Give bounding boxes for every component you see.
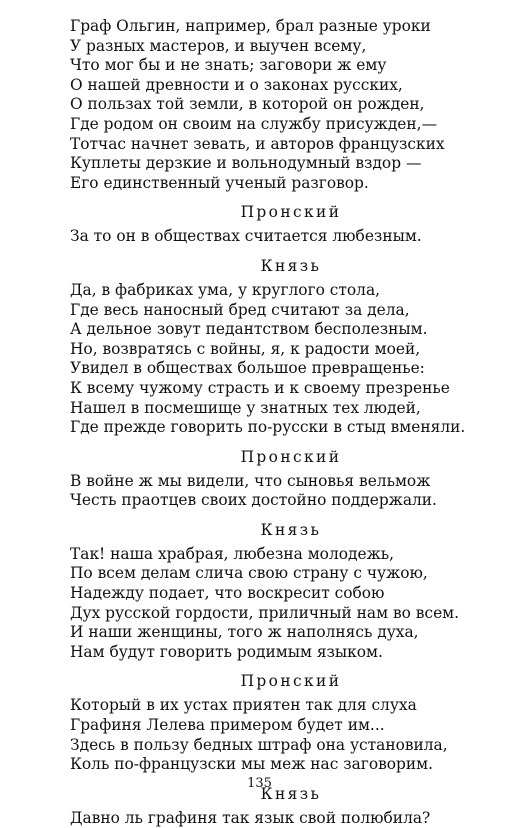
- speaker-name: Пронский: [240, 447, 342, 466]
- page-number: 135: [247, 776, 272, 791]
- verse-line: О пользах той земли, в которой он рожден,: [70, 95, 425, 114]
- verse-line: Тотчас начнет зевать, и авторов французских: [70, 134, 445, 153]
- verse-line: По всем делам слича свою страну с чужою,: [70, 564, 428, 583]
- verse-line: Нам будут говорить родимым языком.: [70, 642, 383, 661]
- verse-line: Честь праотцев своих достойно поддержали.: [70, 491, 437, 510]
- verse-line: К всему чужому страсть и к своему презренье: [70, 378, 450, 397]
- verse-stanza: [70, 671, 500, 774]
- verse-line: Надежду подает, что воскресит собою: [70, 584, 385, 603]
- verse-line: За то он в обществах считается любезным.: [70, 227, 422, 246]
- verse-line: Граф Ольгин, например, брал разные уроки: [70, 17, 431, 35]
- verse-line: Нашел в посмешище у знатных тех людей,: [70, 398, 421, 417]
- verse-line: Да, в фабриках ума, у круглого стола,: [70, 280, 381, 299]
- verse-line: Что мог бы и не знать; заговори ж ему: [70, 56, 387, 75]
- verse-line: О нашей древности и о законах русских,: [70, 75, 403, 94]
- verse-stanza: [70, 17, 500, 193]
- verse-line: Увидел в обществах большое превращенье:: [70, 359, 425, 378]
- verse-stanza: [70, 447, 500, 511]
- verse-stanza: [70, 256, 500, 438]
- speaker-name: Князь: [260, 256, 322, 275]
- verse-line: В войне ж мы видели, что сыновья вельмож: [70, 471, 431, 490]
- verse-line: Где прежде говорить по-русски в стыд вменяли.: [70, 418, 466, 437]
- verse-line: Так! наша храбрая, любезна молодежь,: [70, 544, 395, 563]
- verse-line: Здесь в пользу бедных штраф она установила,: [70, 735, 448, 754]
- speaker-name: Пронский: [240, 672, 342, 691]
- speaker-name: Князь: [260, 784, 322, 803]
- poem-page: [70, 17, 500, 828]
- verse-stanza: [70, 202, 500, 247]
- verse-stanza: [70, 520, 500, 663]
- verse-line: И наши женщины, того ж наполнясь духа,: [70, 623, 419, 642]
- verse-line: Графиня Лелева примером будет им...: [70, 716, 385, 735]
- verse-line: А дельное зовут педантством бесполезным.: [70, 320, 428, 339]
- verse-line: Давно ль графиня так язык свой полюбила?: [70, 808, 431, 827]
- verse-line: Коль по-французски мы меж нас заговорим.: [70, 755, 434, 774]
- speaker-name: Пронский: [240, 203, 342, 222]
- verse-line: Где родом он своим на службу присужден,—: [70, 114, 437, 133]
- verse-line: Его единственный ученый разговор.: [70, 173, 369, 192]
- verse-line: Где весь наносный бред считают за дела,: [70, 300, 410, 319]
- verse-line: У разных мастеров, и выучен всему,: [70, 36, 367, 55]
- verse-line: Но, возвратясь с войны, я, к радости моей,: [70, 339, 421, 358]
- verse-line: Дух русской гордости, приличный нам во всем.: [70, 603, 460, 622]
- speaker-name: Князь: [260, 520, 322, 539]
- verse-line: Куплеты дерзкие и вольнодумный вздор —: [70, 154, 422, 173]
- verse-line: Который в их устах приятен так для слуха: [70, 696, 417, 715]
